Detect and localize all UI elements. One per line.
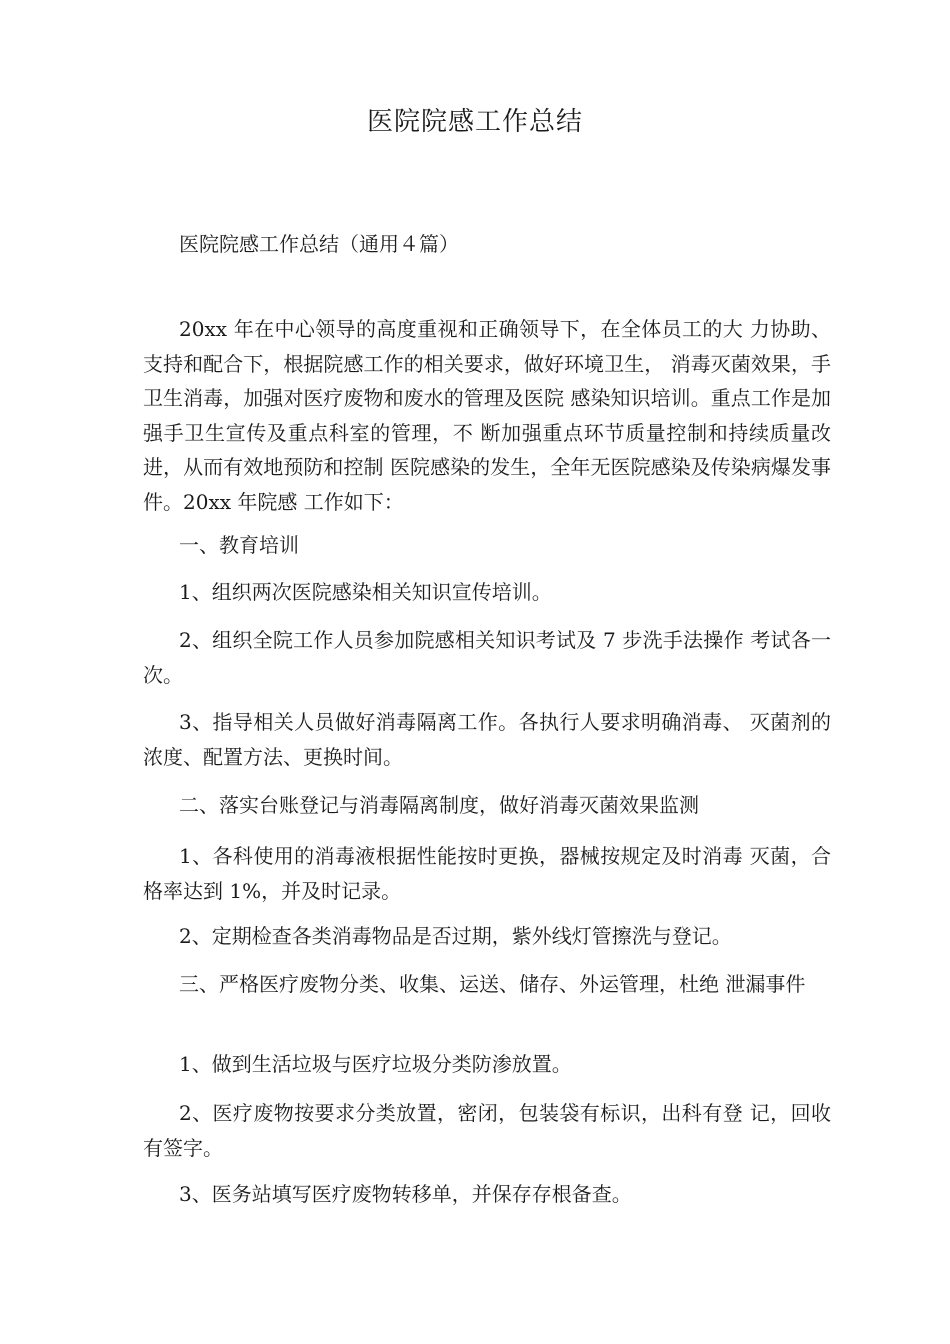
list-item: 3、指导相关人员做好消毒隔离工作。各执行人要求明确消毒、 灭菌剂的浓度、配置方法、更换时间。 xyxy=(143,710,831,769)
section-heading-medical-waste: 三、严格医疗废物分类、收集、运送、储存、外运管理，杜绝 泄漏事件 xyxy=(179,972,806,996)
list-item: 1、做到生活垃圾与医疗垃圾分类防渗放置。 xyxy=(179,1052,572,1076)
list-item: 1、组织两次医院感染相关知识宣传培训。 xyxy=(179,580,552,604)
list-item: 3、医务站填写医疗废物转移单，并保存存根备查。 xyxy=(179,1182,632,1206)
document-subtitle: 医院院感工作总结（通用４篇） xyxy=(179,232,459,256)
list-item: 1、各科使用的消毒液根据性能按时更换，器械按规定及时消毒 灭菌，合格率达到 1%，并及时记录。 xyxy=(143,844,831,903)
intro-paragraph: 20xx 年在中心领导的高度重视和正确领导下，在全体员工的大 力协助、支持和配合下，根据院感工作的相关要求，做好环境卫生， 消毒灭菌效果，手卫生消毒，加强对医疗废物和废水的管理及医院 感染知识培训。重点工作是加强手卫生宣传及重点科室的管理，不 断加强重点环节质量控制和持续质量改进，从而有效地预防和控制 医院感染的发生，全年无医院感染及传染病爆发事件。20xx 年院感 工作如下： xyxy=(143,317,831,514)
section-heading-education: 一、教育培训 xyxy=(179,533,299,557)
document-title: 医院院感工作总结 xyxy=(366,107,583,137)
list-item: 2、定期检查各类消毒物品是否过期，紫外线灯管擦洗与登记。 xyxy=(179,924,732,948)
section-heading-disinfection: 二、落实台账登记与消毒隔离制度，做好消毒灭菌效果监测 xyxy=(179,793,699,817)
list-item: 2、医疗废物按要求分类放置，密闭，包装袋有标识，出科有登 记，回收有签字。 xyxy=(143,1101,831,1160)
list-item: 2、组织全院工作人员参加院感相关知识考试及 7 步洗手法操作 考试各一次。 xyxy=(143,628,831,687)
